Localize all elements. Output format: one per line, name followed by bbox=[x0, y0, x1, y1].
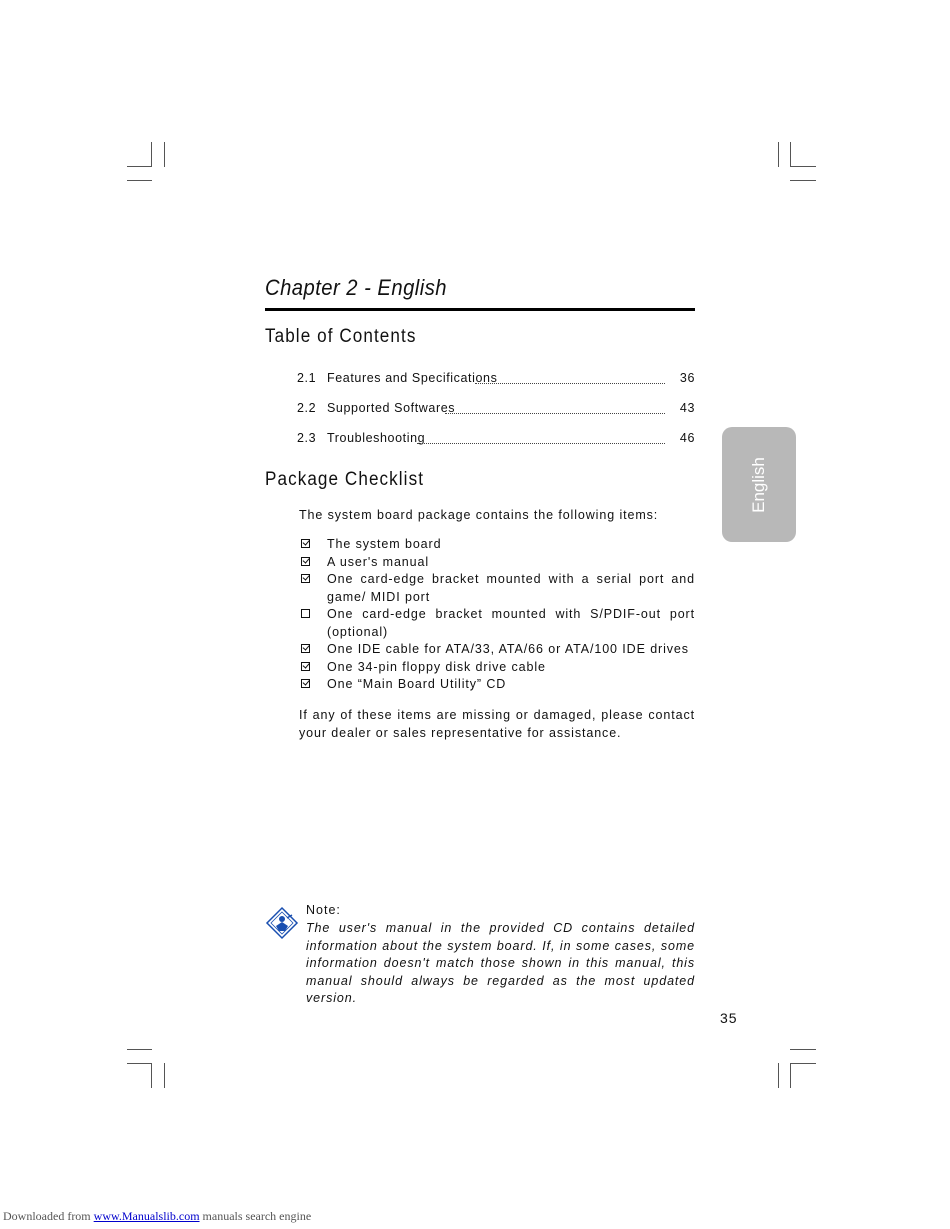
checklist-item bbox=[299, 676, 695, 694]
note-icon bbox=[265, 906, 299, 940]
toc-item-label: Supported Softwares bbox=[327, 401, 456, 415]
manualslib-link[interactable]: www.Manualslib.com bbox=[93, 1209, 200, 1223]
toc-item-label: Troubleshooting bbox=[327, 431, 426, 445]
toc-item-number: 2.2 bbox=[297, 401, 317, 415]
toc-item-number: 2.1 bbox=[297, 371, 317, 385]
unchecked-box-icon bbox=[301, 609, 310, 618]
checklist-item-text: One card-edge bracket mounted with a serial port and game/ MIDI port bbox=[327, 572, 695, 604]
checked-box-icon bbox=[301, 574, 310, 583]
toc-item-page: 43 bbox=[679, 401, 695, 415]
toc-item-page: 36 bbox=[679, 371, 695, 385]
footer-suffix: manuals search engine bbox=[199, 1209, 312, 1223]
checklist-item bbox=[299, 571, 695, 606]
checked-box-icon bbox=[301, 644, 310, 653]
checklist-heading: Package Checklist bbox=[265, 469, 425, 490]
checked-box-icon bbox=[301, 539, 310, 548]
toc-item[interactable] bbox=[297, 371, 695, 389]
checklist-item bbox=[299, 659, 695, 677]
checked-box-icon bbox=[301, 679, 310, 688]
checklist-item bbox=[299, 641, 695, 659]
download-footer bbox=[3, 1209, 311, 1224]
note-label: Note: bbox=[306, 903, 341, 917]
chapter-title: Chapter 2 - English bbox=[265, 275, 448, 300]
checked-box-icon bbox=[301, 662, 310, 671]
checklist-closing: If any of these items are missing or damaged, please contact your dealer or sales representative for assistance. bbox=[299, 708, 695, 740]
toc-item-page: 46 bbox=[679, 431, 695, 445]
checklist-item-text: One IDE cable for ATA/33, ATA/66 or ATA/100 IDE drives bbox=[327, 642, 689, 656]
checklist-item-text: One 34-pin floppy disk drive cable bbox=[327, 659, 546, 674]
checklist bbox=[299, 536, 695, 694]
checklist-item-text: The system board bbox=[327, 537, 442, 551]
checked-box-icon bbox=[301, 557, 310, 566]
toc-leader-dots bbox=[417, 443, 665, 444]
toc-item[interactable] bbox=[297, 401, 695, 419]
toc-item[interactable] bbox=[297, 431, 695, 449]
checklist-item bbox=[299, 536, 695, 554]
language-tab bbox=[722, 427, 796, 542]
toc-leader-dots bbox=[475, 383, 665, 384]
chapter-rule bbox=[265, 308, 695, 311]
toc-leader-dots bbox=[445, 413, 665, 414]
toc-heading: Table of Contents bbox=[265, 326, 417, 347]
checklist-intro: The system board package contains the following items: bbox=[299, 508, 659, 522]
checklist-item-text: One “Main Board Utility” CD bbox=[327, 677, 507, 691]
checklist-item bbox=[299, 554, 695, 572]
toc-item-label: Features and Specifications bbox=[327, 371, 498, 385]
footer-prefix: Downloaded from bbox=[3, 1209, 94, 1223]
toc-item-number: 2.3 bbox=[297, 431, 317, 445]
checklist-item-text: One card-edge bracket mounted with S/PDIF-out port (optional) bbox=[327, 607, 695, 639]
language-tab-label: English bbox=[749, 456, 768, 513]
checklist-item bbox=[299, 606, 695, 641]
note-text: The user's manual in the provided CD contains detailed information about the system board. If, in some cases, some information doesn't match those shown in this manual, this manual should always be regarded as the most updated version. bbox=[306, 921, 695, 1005]
checklist-item-text: A user's manual bbox=[327, 554, 430, 569]
page-number: 35 bbox=[720, 1010, 738, 1026]
